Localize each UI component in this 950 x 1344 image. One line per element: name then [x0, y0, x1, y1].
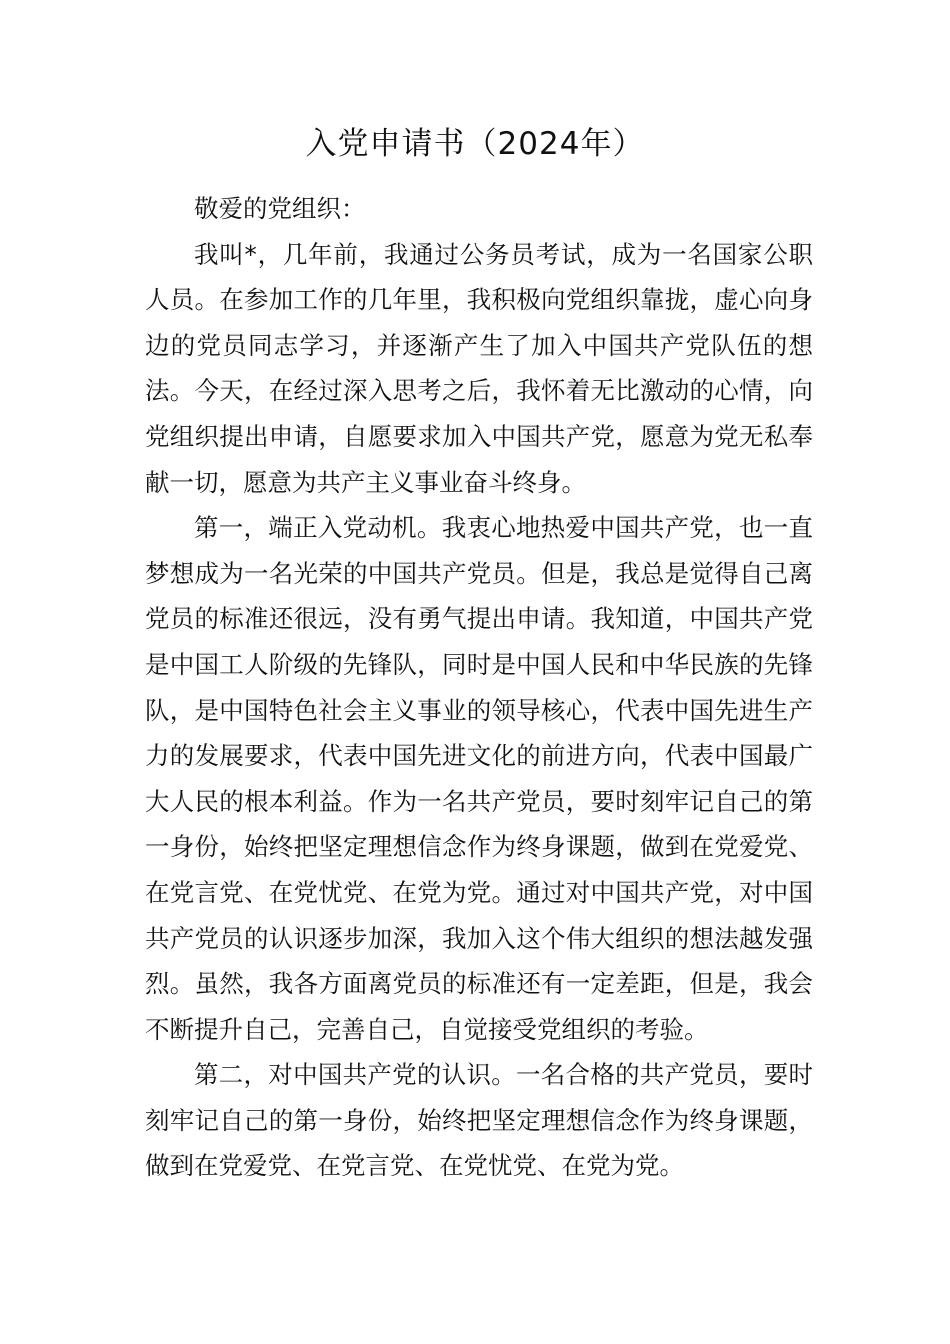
document-body: [145, 186, 813, 1189]
paragraph-motivation: 第一，端正入党动机。我衷心地热爱中国共产党，也一直梦想成为一名光荣的中国共产党员。但是，我总是觉得自己离党员的标准还很远，没有勇气提出申请。我知道，中国共产党是中国工人阶级的先锋队，同时是中国人民和中华民族的先锋队，是中国特色社会主义事业的领导核心，代表中国先进生产力的发展要求，代表中国先进文化的前进方向，代表中国最广大人民的根本利益。作为一名共产党员，要时刻牢记自己的第一身份，始终把坚定理想信念作为终身课题，做到在党爱党、在党言党、在党忧党、在党为党。通过对中国共产党，对中国共产党员的认识逐步加深，我加入这个伟大组织的想法越发强烈。虽然，我各方面离党员的标准还有一定差距，但是，我会不断提升自己，完善自己，自觉接受党组织的考验。: [145, 513, 813, 1044]
paragraph-introduction: 我叫*，几年前，我通过公务员考试，成为一名国家公职人员。在参加工作的几年里，我积极向党组织靠拢，虚心向身边的党员同志学习，并逐渐产生了加入中国共产党队伍的想法。今天，在经过深入思考之后，我怀着无比激动的心情，向党组织提出申请，自愿要求加入中国共产党，愿意为党无私奉献一切，愿意为共产主义事业奋斗终身。: [145, 239, 813, 497]
document-title: 入党申请书（2024年）: [305, 126, 645, 162]
paragraph-understanding: 第二，对中国共产党的认识。一名合格的共产党员，要时刻牢记自己的第一身份，始终把坚定理想信念作为终身课题，做到在党爱党、在党言党、在党忧党、在党为党。: [145, 1060, 813, 1181]
salutation: 敬爱的党组织：: [194, 194, 366, 223]
